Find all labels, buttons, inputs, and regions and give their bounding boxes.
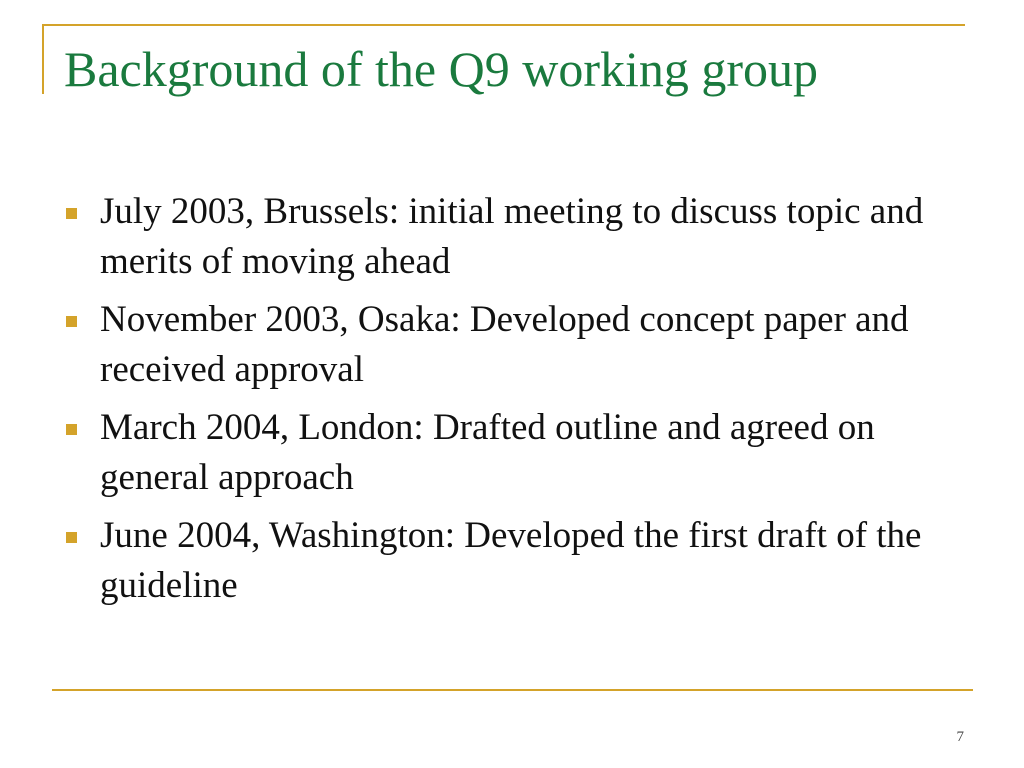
title-top-rule xyxy=(42,24,965,26)
bullet-text: June 2004, Washington: Developed the first draft of the guideline xyxy=(100,515,922,606)
slide-title: Background of the Q9 working group xyxy=(64,41,819,97)
footer-rule xyxy=(52,689,973,691)
bullet-item xyxy=(62,295,962,395)
square-bullet-icon xyxy=(66,532,77,543)
page-number: 7 xyxy=(956,729,964,745)
square-bullet-icon xyxy=(66,316,77,327)
bullet-text: July 2003, Brussels: initial meeting to discuss topic and merits of moving ahead xyxy=(100,191,924,282)
square-bullet-icon xyxy=(66,424,77,435)
square-bullet-icon xyxy=(66,208,77,219)
bullet-text: November 2003, Osaka: Developed concept paper and received approval xyxy=(100,299,909,390)
bullet-text: March 2004, London: Drafted outline and agreed on general approach xyxy=(100,407,875,498)
bullet-list xyxy=(62,187,962,619)
bullet-item xyxy=(62,187,962,287)
bullet-item xyxy=(62,511,962,611)
title-left-rule xyxy=(42,24,44,94)
bullet-item xyxy=(62,403,962,503)
